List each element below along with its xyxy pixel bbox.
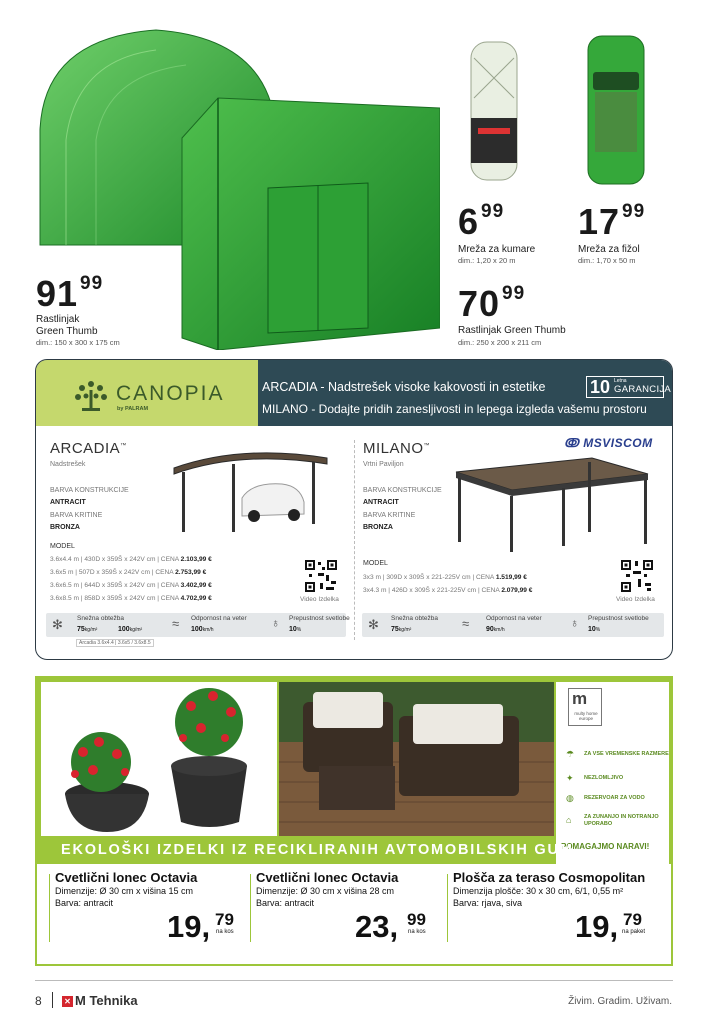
arcadia-wind-label: Odpornost na veter [191, 615, 247, 622]
product-divider [447, 874, 448, 942]
multy-slogan: POMAGAJMO NARAVI! [561, 842, 650, 851]
canopia-promo-box [35, 359, 673, 660]
garden-product-title: Plošča za teraso Cosmopolitan [453, 870, 646, 885]
multy-feature: ZA VSE VREMENSKE RAZMERE [584, 751, 669, 757]
milano-model-row: 3x4.3 m | 426D x 309Š x 221-225V cm | CENA 2.079,99 € [363, 587, 533, 594]
product-name-net-bean: Mreža za fižol [578, 244, 640, 255]
arcadia-snow-value-1: 75kg/m² [77, 626, 98, 633]
garden-product-title: Cvetlični lonec Octavia [256, 870, 399, 885]
flower-pots-photo [41, 682, 277, 836]
milano-wind-label: Odpornost na veter [486, 615, 542, 622]
footer-divider [35, 980, 673, 981]
page-number: 8 [35, 994, 42, 1008]
weather-icon: ☂ [566, 749, 575, 759]
arcadia-spec-bar [46, 613, 350, 637]
warranty-badge [586, 376, 672, 398]
warranty-word: GARANCIJA [614, 384, 672, 395]
arcadia-title: ARCADIA™ [50, 440, 127, 457]
multy-feature: REZERVOAR ZA VODO [584, 795, 645, 801]
arcadia-frame-color: ANTRACIT [50, 499, 86, 506]
arcadia-model-row: 3.6x4.4 m | 430D x 359Š x 242V cm | CENA 2.103,99 € [50, 556, 212, 563]
milano-model-label: MODEL [363, 560, 388, 567]
water-reservoir-icon: ◍ [566, 793, 574, 803]
price-net-bean: 17 $^{99}$ [578, 201, 646, 242]
milano-qr-code[interactable] [620, 559, 654, 593]
garden-product-price-cents: 79 [623, 910, 642, 929]
milano-video-label[interactable]: Video Izdelka [616, 596, 655, 603]
milano-frame-label: BARVA KONSTRUKCIJE [363, 487, 442, 494]
product-dims-net-cucumber: dim.: 1,20 x 20 m [458, 256, 516, 265]
garden-product-color: Barva: antracit [256, 898, 315, 908]
milano-pavilion-image [452, 454, 652, 554]
garden-products-panel [37, 864, 671, 964]
unbreakable-icon: ✦ [566, 773, 574, 783]
arcadia-model-row: 3.6x8.5 m | 858D x 359Š x 242V cm | CENA 4.702,99 € [50, 595, 212, 602]
product-name-greenhouse-small: Rastlinjak Green Thumb [36, 314, 98, 337]
msviscom-logo: ↂ MSVISCOM [564, 436, 653, 450]
milano-snow-label: Snežna obtežba [391, 615, 438, 622]
light-bulb-icon: ♁ [570, 616, 579, 630]
arcadia-snow-note: Arcadia 3.6x4.4 | 3.6x5 / 3.6x8.5 [76, 639, 154, 647]
milano-title: MILANO™ [363, 440, 431, 457]
arcadia-subtitle: Nadstrešek [50, 461, 86, 468]
m-tehnika-logo-icon: ✕ [62, 996, 73, 1007]
price-greenhouse-large: 70 $^{99}$ [458, 283, 526, 324]
footer-separator [52, 992, 53, 1008]
arcadia-light-label: Prepustnost svetlobe [289, 615, 350, 622]
arcadia-wind-value: 100km/h [191, 626, 214, 633]
multy-home-panel [556, 682, 669, 864]
warranty-small-label: Letna [614, 378, 627, 384]
milano-model-row: 3x3 m | 309D x 309Š x 221-225V cm | CENA 1.519,99 € [363, 574, 527, 581]
product-divider [49, 874, 50, 942]
eco-banner [37, 836, 574, 864]
milano-subtitle: Vrtni Paviljon [363, 461, 404, 468]
canopia-tree-icon [72, 376, 110, 414]
garden-product-unit: na kos [216, 929, 234, 935]
garden-product-color: Barva: antracit [55, 898, 114, 908]
milano-roof-color: BRONZA [363, 524, 393, 531]
milano-light-value: 10% [588, 626, 601, 633]
garden-product-color: Barva: rjava, siva [453, 898, 523, 908]
milano-wind-value: 90km/h [486, 626, 505, 633]
light-bulb-icon: ♁ [271, 616, 280, 630]
milano-snow-value: 75kg/m² [391, 626, 412, 633]
canopia-header [36, 360, 672, 426]
snowflake-icon: ✻ [52, 617, 63, 632]
garden-product-price: 19, [167, 909, 211, 944]
garden-product-price: 19, [575, 909, 619, 944]
milano-roof-label: BARVA KRITINE [363, 512, 416, 519]
canopia-headline-milano: MILANO - Dodajte pridih zanesljivosti in lepega izgleda vašemu prostoru [262, 402, 647, 416]
garden-product-price-cents: 99 [407, 910, 426, 929]
product-dims-greenhouse-small: dim.: 150 x 300 x 175 cm [36, 338, 120, 347]
warranty-number: 10 [590, 377, 611, 397]
canopia-logo-area [36, 360, 258, 426]
product-dims-greenhouse-large: dim.: 250 x 200 x 211 cm [458, 338, 542, 347]
arcadia-model-row: 3.6x6.5 m | 644D x 359Š x 242V cm | CENA 3.402,99 € [50, 582, 212, 589]
garden-product-dims: Dimenzija plošče: 30 x 30 cm, 6/1, 0,55 m² [453, 886, 624, 896]
column-divider [354, 440, 355, 640]
price-net-cucumber: 6 $^{99}$ [458, 201, 505, 242]
product-name-net-cucumber: Mreža za kumare [458, 244, 536, 255]
product-divider [250, 874, 251, 942]
brand-logo[interactable]: ✕ M Tehnika [62, 993, 138, 1008]
indoor-outdoor-icon: ⌂ [566, 815, 572, 825]
net-cucumber-image [468, 38, 520, 184]
arcadia-qr-code[interactable] [304, 559, 338, 593]
milano-spec-bar [362, 613, 664, 637]
arcadia-roof-label: BARVA KRITINE [50, 512, 103, 519]
milano-frame-color: ANTRACIT [363, 499, 399, 506]
multy-home-logo: m multy home europe [568, 688, 602, 726]
footer-slogan: Živim. Gradim. Uživam. [568, 996, 672, 1007]
arcadia-carport-image [172, 440, 330, 536]
snowflake-icon: ✻ [368, 617, 379, 632]
arcadia-model-label: MODEL [50, 543, 75, 550]
garden-product-price: 23, [355, 909, 399, 944]
garden-product-price-cents: 79 [215, 910, 234, 929]
canopia-logo-sub: by PALRAM [117, 406, 149, 412]
arcadia-video-label[interactable]: Video Izdelka [300, 596, 339, 603]
garden-promo-box [35, 676, 673, 966]
canopia-headline-arcadia: ARCADIA - Nadstrešek visoke kakovosti in estetike [262, 380, 546, 394]
net-bean-image [585, 32, 647, 188]
garden-product-unit: na paket [622, 929, 646, 935]
garden-product-title: Cvetlični lonec Octavia [55, 870, 198, 885]
product-dims-net-bean: dim.: 1,70 x 50 m [578, 256, 636, 265]
garden-product-dims: Dimenzije: Ø 30 cm x višina 28 cm [256, 886, 395, 896]
product-name-greenhouse-large: Rastlinjak Green Thumb [458, 325, 566, 336]
garden-product-dims: Dimenzije: Ø 30 cm x višina 15 cm [55, 886, 194, 896]
eco-banner-text: EKOLOŠKI IZDELKI IZ RECIKLIRANIH AVTOMOBILSKIH GUM [61, 842, 574, 858]
garden-product-unit: na kos [408, 929, 426, 935]
milano-light-label: Prepustnost svetlobe [588, 615, 649, 622]
wind-icon: ≈ [462, 616, 470, 631]
wicker-furniture-photo [279, 682, 554, 836]
multy-feature: ZA ZUNANJO IN NOTRANJO UPORABO [584, 814, 659, 827]
arcadia-roof-color: BRONZA [50, 524, 80, 531]
msviscom-swirl-icon: ↂ [564, 436, 580, 450]
arcadia-snow-value-2: 100kg/m² [118, 626, 143, 633]
arcadia-model-row: 3.6x5 m | 507D x 359Š x 242V cm | CENA 2.753,99 € [50, 569, 207, 576]
multy-feature: NEZLOMLJIVO [584, 775, 624, 781]
wind-icon: ≈ [172, 616, 180, 631]
canopia-logo-text: CANOPIA [116, 382, 225, 405]
greenhouse-box-image [178, 88, 440, 350]
arcadia-frame-label: BARVA KONSTRUKCIJE [50, 487, 129, 494]
arcadia-light-value: 10% [289, 626, 302, 633]
price-greenhouse-small: 91 $^{99}$ [36, 273, 104, 314]
arcadia-snow-label: Snežna obtežba [77, 615, 124, 622]
